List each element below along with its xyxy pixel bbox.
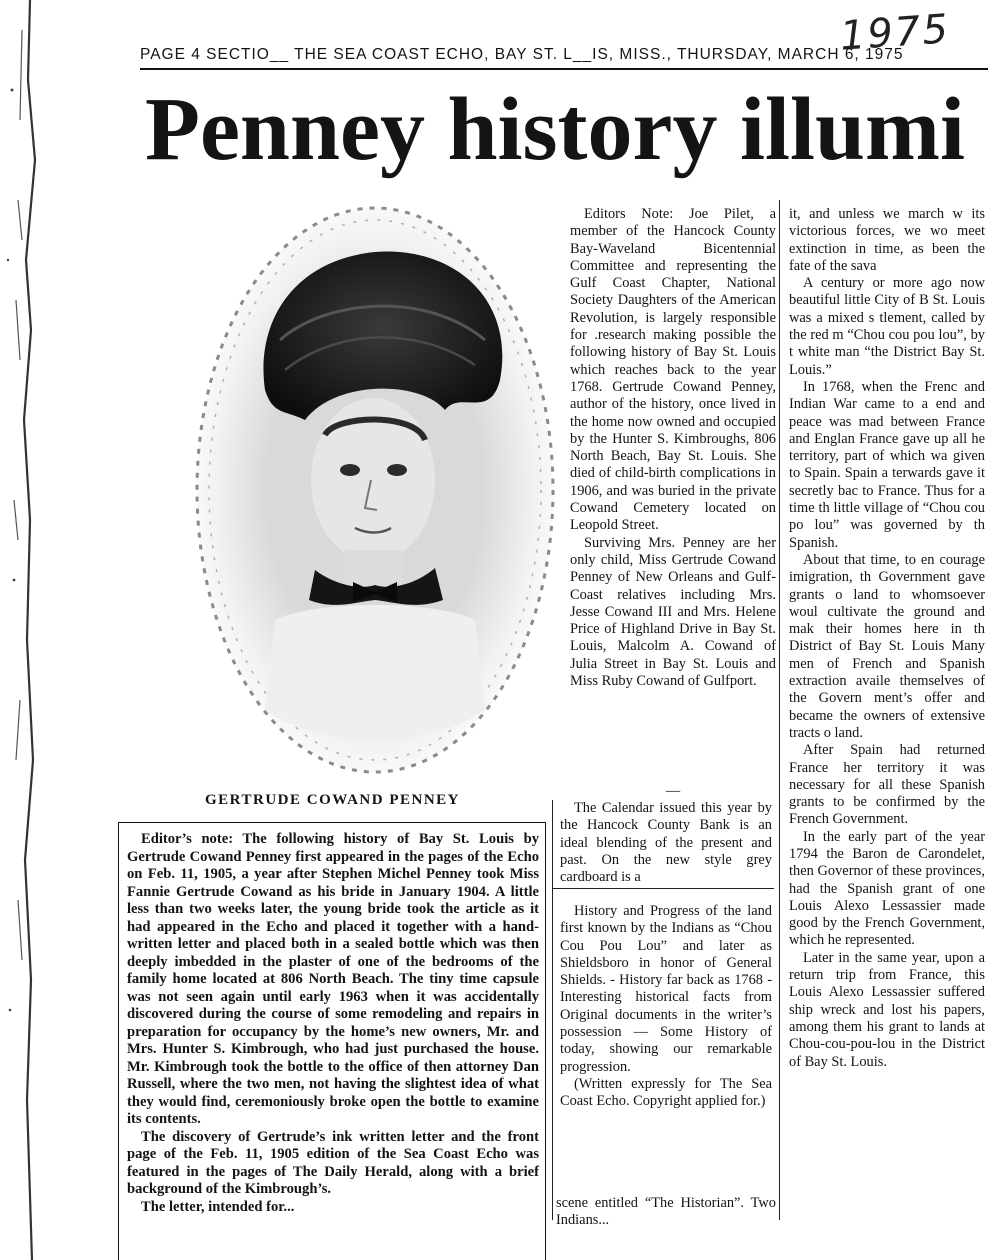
column-c-paragraph: A century or more ago now beautiful little City of B St. Louis was a mixed s tlement, called by the red m “Chou cou pou lou”, by t white man “the District Bay St. Louis.” bbox=[789, 275, 985, 378]
column-c-paragraph: In the early part of the year 1794 the Baron de Carondelet, then Governor of these provinces, had the Spanish grant of one Louis Alexo Lessassier made good by the French Government, which he represented. bbox=[789, 828, 985, 949]
column-c-paragraph: Later in the same year, upon a return trip from France, this Louis Alexo Lessassier suffered ship wreck and lost his papers, among them his grant to lands at Chou-cou-pou-lou in the District of Bay St. Louis. bbox=[789, 949, 985, 1070]
handwritten-year: 1975 bbox=[838, 6, 952, 60]
column-history bbox=[789, 206, 985, 1226]
scanned-edge-marks bbox=[0, 0, 50, 1260]
column-c-paragraph: it, and unless we march w its victorious forces, we wo meet extinction in time, as been the fate of the sava bbox=[789, 206, 985, 274]
editors-note-paragraph: Editor’s note: The following history of Bay St. Louis by Gertrude Cowand Penney first appeared in the pages of the Echo on Feb. 11, 1905, a year after Stephen Michel Penney took Miss Fannie Gertrude Cowand as his bride in January 1904. A little less than two weeks later, the young bride took the article as it had appeared in the Echo and placed it together with a hand-written letter and placed both in a sealed bottle which was then deeply imbedded in the plaster of one of the bedrooms of the family home located at 806 North Beach. The tiny time capsule was not seen again until early 1963 when it was accidentally discovered during the course of some remodeling and repairs in preparation for occupancy by the home’s new owners, Mr. and Mrs. Hunter S. Kimbrough, who had just purchased the house. Mr. Kimbrough took the bottle to the office of then attorney Dan Russell, where the two men, not having the slightest idea of what they would find, ceremoniously broke open the bottle to examine its contents. bbox=[127, 831, 539, 1127]
calendar-item-paragraph: History and Progress of the land first known by the Indians as “Chou Cou Pou Lou” and later as Shieldsboro in honor of General Shields. - History far back as 1768 - Interesting historical facts from Original documents in the writer’s possession — Some History of today, showing our remarkable progression. bbox=[560, 903, 772, 1075]
column-c-paragraph: About that time, to en courage imigration, th Government gave grants o land to whomsoever woul cultivate the ground and mak their homes here in th District of Bay St. Louis Many men of French and Spanish extraction availe themselves of the Govern ment’s offer and became the owners of extensive tracts o land. bbox=[789, 551, 985, 741]
editors-note-paragraph: The letter, intended for... bbox=[141, 1198, 295, 1215]
portrait-photo bbox=[185, 190, 560, 780]
editors-note-paragraph: The discovery of Gertrude’s ink written letter and the front page of the Feb. 11, 1905 edition of the Sea Coast Echo was featured in the pages of The Daily Herald, along with a brief background of the Kimbrough’s. bbox=[127, 1128, 539, 1197]
headline: Penney history illumi bbox=[145, 80, 966, 179]
calendar-rule bbox=[553, 888, 774, 889]
calendar-item-paragraph: (Written expressly for The Sea Coast Echo. Copyright applied for.) bbox=[560, 1075, 772, 1110]
column-rule bbox=[552, 800, 553, 1220]
masthead-line: PAGE 4 SECTIO__ THE SEA COAST ECHO, BAY ST. L__IS, MISS., THURSDAY, MARCH 6, 1975 bbox=[140, 46, 904, 63]
column-b-paragraph: Editors Note: Joe Pilet, a member of the Hancock County Bay-Waveland Bicentennial Committee and representing the Gulf Coast Chapter, National Society Daughters of the American Revolution, is largely responsible for .research making possible the following history of Bay St. Louis which reaches back to the year 1768. Gertrude Cowand Penney, author of the history, once lived in the home now owned and occupied by the Hunter S. Kimbroughs, 806 North Beach, Bay St. Louis. She died of child-birth complications in 1906, and was buried in the private Cowand Cemetery located on Leopold Street. bbox=[570, 206, 776, 534]
column-b-paragraph: Surviving Mrs. Penney are her only child, Miss Gertrude Cowand Penney of New Orleans and Gulf-Coast relatives including Mrs. Jesse Cowand III and Mrs. Helene Price of Highland Drive in Bay St. Louis, Malcolm A. Cowand of Julia Street in Bay St. Louis and Miss Ruby Cowand of Gulfport. bbox=[570, 534, 776, 690]
column-c-paragraph: In 1768, when the Frenc and Indian War came to a end and peace was mad between France and Englan France gave up all he territory, part of which wa given to Spain. Spain a terwards gave it secretly bac to France. Thus for a time th little village of “Chou cou po lou” was governed by th Spanish. bbox=[789, 378, 985, 551]
editors-note-box bbox=[118, 822, 546, 1260]
column-b-bottom bbox=[556, 1195, 776, 1235]
column-b-separator: — bbox=[665, 783, 681, 799]
column-b-bottom-fragment: scene entitled “The Historian”. Two Indians... bbox=[556, 1195, 776, 1229]
column-calendar bbox=[560, 800, 772, 888]
calendar-paragraph: The Calendar issued this year by the Hancock County Bank is an ideal blending of the present and past. On the new style grey cardboard is a bbox=[560, 800, 772, 886]
column-calendar-items bbox=[560, 903, 772, 1193]
column-editors-note bbox=[570, 206, 776, 780]
column-rule bbox=[779, 200, 780, 1220]
photo-caption: GERTRUDE COWAND PENNEY bbox=[205, 792, 460, 808]
column-c-paragraph: After Spain had returned France her territory it was necessary for all these Spanish grants to be confirmed by the French Government. bbox=[789, 742, 985, 828]
masthead-rule bbox=[140, 68, 988, 70]
